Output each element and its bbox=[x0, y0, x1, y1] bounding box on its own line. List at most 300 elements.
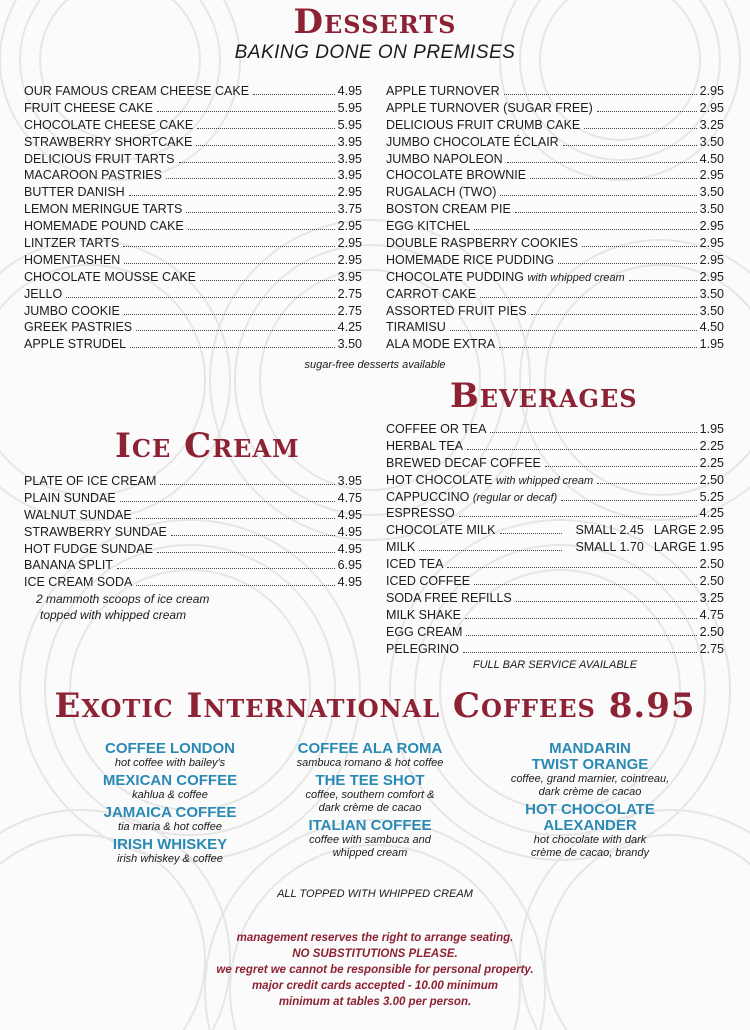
whipped-cream-note: ALL TOPPED WITH WHIPPED CREAM bbox=[277, 888, 473, 900]
dot-leader bbox=[531, 314, 697, 315]
item-name bbox=[24, 236, 119, 250]
item-name-text: GREEK PASTRIES bbox=[24, 320, 133, 335]
menu-item bbox=[386, 219, 724, 236]
item-price: 2.95 bbox=[699, 168, 724, 183]
item-price: 2.95 bbox=[337, 236, 362, 251]
item-name bbox=[386, 236, 578, 250]
item-name bbox=[24, 219, 184, 233]
item-name-text: JUMBO NAPOLEON bbox=[386, 151, 503, 166]
dot-leader bbox=[200, 280, 335, 281]
footer-line: we regret we cannot be responsible for personal property. bbox=[216, 964, 534, 976]
item-name bbox=[24, 253, 120, 267]
item-name bbox=[386, 473, 593, 487]
dot-leader bbox=[465, 618, 697, 619]
item-price: 2.25 bbox=[699, 455, 724, 470]
footer-line: minimum at tables 3.00 per person. bbox=[278, 996, 472, 1008]
dot-leader bbox=[515, 212, 697, 213]
item-name bbox=[24, 575, 132, 589]
dot-leader bbox=[597, 483, 696, 484]
menu-item bbox=[24, 118, 362, 135]
item-name bbox=[386, 439, 463, 453]
item-price: 2.95 bbox=[337, 219, 362, 234]
item-price: 4.75 bbox=[699, 607, 724, 622]
dot-leader bbox=[157, 111, 335, 112]
item-name-text: STRAWBERRY SHORTCAKE bbox=[24, 134, 193, 149]
coffee-name: ITALIAN COFFEE bbox=[308, 817, 432, 834]
menu-item bbox=[386, 304, 724, 321]
dot-leader bbox=[253, 94, 335, 95]
menu-item bbox=[24, 474, 362, 491]
item-name bbox=[24, 118, 193, 132]
item-name bbox=[386, 540, 415, 554]
footer-notice bbox=[100, 930, 650, 1010]
menu-item bbox=[386, 574, 724, 591]
menu-item bbox=[386, 135, 724, 152]
item-name bbox=[386, 118, 580, 132]
item-name-text: EGG KITCHEL bbox=[386, 219, 471, 234]
item-name bbox=[24, 185, 125, 199]
item-price: 3.50 bbox=[699, 202, 724, 217]
item-name bbox=[24, 101, 153, 115]
menu-item bbox=[386, 236, 724, 253]
item-name-text: ICED TEA bbox=[386, 557, 444, 572]
item-name-text: HERBAL TEA bbox=[386, 438, 464, 453]
item-price: 5.95 bbox=[337, 117, 362, 132]
menu-item bbox=[386, 557, 724, 574]
ice-cream-note-line1: 2 mammoth scoops of ice cream bbox=[36, 592, 210, 606]
item-price: LARGE 1.95 bbox=[653, 540, 724, 555]
item-name-text: COFFEE OR TEA bbox=[386, 422, 487, 436]
coffee-name: ALEXANDER bbox=[543, 817, 637, 834]
item-name bbox=[386, 253, 554, 267]
item-note: with whipped cream bbox=[527, 271, 625, 284]
item-name bbox=[386, 135, 559, 149]
dot-leader bbox=[123, 246, 335, 247]
item-name-text: EGG CREAM bbox=[386, 624, 463, 639]
dot-leader bbox=[166, 178, 335, 179]
item-name bbox=[386, 642, 459, 656]
menu-item bbox=[24, 202, 362, 219]
item-name bbox=[24, 84, 249, 98]
item-name bbox=[386, 168, 526, 182]
menu-item bbox=[24, 575, 362, 592]
item-name-text: HOT FUDGE SUNDAE bbox=[24, 541, 153, 556]
item-price: 2.25 bbox=[699, 438, 724, 453]
menu-item bbox=[24, 135, 362, 152]
dot-leader bbox=[197, 128, 334, 129]
coffee-item bbox=[270, 741, 470, 770]
dot-leader bbox=[129, 195, 335, 196]
item-name-text: BOSTON CREAM PIE bbox=[386, 202, 511, 217]
sugar-free-note: sugar-free desserts available bbox=[304, 359, 446, 371]
item-note: with whipped cream bbox=[495, 474, 594, 487]
menu-item bbox=[24, 337, 362, 354]
item-name bbox=[24, 474, 156, 488]
coffees-title bbox=[0, 686, 750, 726]
dot-leader bbox=[447, 567, 696, 568]
item-price: 2.75 bbox=[337, 303, 362, 318]
coffee-name: COFFEE LONDON bbox=[105, 740, 235, 757]
item-price: 2.95 bbox=[699, 219, 724, 234]
item-price: 2.75 bbox=[337, 286, 362, 301]
item-name-text: APPLE TURNOVER bbox=[386, 84, 500, 98]
item-size-price: SMALL 2.45 bbox=[575, 523, 644, 538]
item-price: 1.95 bbox=[699, 422, 724, 436]
ice-cream-list bbox=[24, 474, 362, 592]
desserts-subtitle: BAKING DONE ON PREMISES bbox=[234, 42, 516, 63]
item-name-text: SODA FREE REFILLS bbox=[386, 590, 512, 605]
menu-item bbox=[24, 253, 362, 270]
coffee-desc: sambuca romano & hot coffee bbox=[296, 757, 444, 769]
menu-item bbox=[24, 542, 362, 559]
dot-leader bbox=[66, 297, 334, 298]
item-name bbox=[386, 523, 496, 537]
item-name bbox=[24, 337, 126, 351]
dot-leader bbox=[136, 518, 335, 519]
item-name-text: CHOCOLATE CHEESE CAKE bbox=[24, 117, 194, 132]
menu-item bbox=[386, 84, 724, 101]
dot-leader bbox=[500, 195, 696, 196]
dot-leader bbox=[507, 162, 697, 163]
item-name-text: ESPRESSO bbox=[386, 506, 455, 521]
dot-leader bbox=[584, 128, 696, 129]
item-name-text: OUR FAMOUS CREAM CHEESE CAKE bbox=[24, 84, 250, 98]
item-price: 3.50 bbox=[699, 185, 724, 200]
coffee-desc: coffee, southern comfort & bbox=[305, 789, 435, 801]
item-name bbox=[386, 84, 500, 98]
item-name bbox=[386, 202, 511, 216]
coffee-name: COFFEE ALA ROMA bbox=[297, 740, 443, 757]
coffee-desc: dark crème de cacao bbox=[318, 802, 422, 814]
item-note: (regular or decaf) bbox=[472, 491, 558, 504]
desserts-right-list bbox=[386, 84, 724, 354]
dot-leader bbox=[504, 94, 697, 95]
item-name bbox=[24, 491, 116, 505]
menu-item bbox=[24, 525, 362, 542]
coffee-item bbox=[270, 773, 470, 815]
dot-leader bbox=[629, 280, 697, 281]
item-price: 2.95 bbox=[699, 84, 724, 98]
item-name-text: ICED COFFEE bbox=[386, 574, 471, 589]
item-name-text: MILK bbox=[386, 540, 416, 555]
menu-item bbox=[386, 642, 724, 659]
item-price: 3.75 bbox=[337, 202, 362, 217]
menu-item bbox=[24, 491, 362, 508]
item-name-text: FRUIT CHEESE CAKE bbox=[24, 100, 153, 115]
menu-item bbox=[386, 101, 724, 118]
item-name-text: CHOCOLATE PUDDING bbox=[386, 269, 524, 284]
item-name bbox=[386, 422, 486, 436]
item-price: 2.50 bbox=[699, 472, 724, 487]
dot-leader bbox=[467, 449, 697, 450]
item-name-text: WALNUT SUNDAE bbox=[24, 507, 132, 522]
item-price: 4.50 bbox=[699, 320, 724, 335]
item-name bbox=[386, 287, 476, 301]
item-price: 2.95 bbox=[699, 236, 724, 251]
coffee-item bbox=[270, 818, 470, 860]
item-name bbox=[386, 219, 470, 233]
dot-leader bbox=[500, 533, 563, 534]
menu-item bbox=[386, 168, 724, 185]
footer-line: NO SUBSTITUTIONS PLEASE. bbox=[292, 948, 458, 960]
menu-item bbox=[24, 508, 362, 525]
item-name bbox=[386, 591, 512, 605]
coffee-desc: kahlua & coffee bbox=[132, 789, 208, 801]
item-name bbox=[386, 101, 593, 115]
coffee-item bbox=[70, 837, 270, 866]
coffee-desc: hot coffee with bailey's bbox=[114, 757, 226, 769]
desserts-left-list bbox=[24, 84, 362, 354]
menu-item bbox=[24, 304, 362, 321]
item-name bbox=[386, 185, 496, 199]
item-name-text: PLAIN SUNDAE bbox=[24, 490, 116, 505]
item-name bbox=[386, 304, 527, 318]
coffee-desc: whipped cream bbox=[332, 847, 408, 859]
dot-leader bbox=[516, 601, 697, 602]
item-price: 2.95 bbox=[699, 252, 724, 267]
menu-item bbox=[386, 591, 724, 608]
item-price: 4.75 bbox=[337, 490, 362, 505]
dot-leader bbox=[188, 229, 335, 230]
item-price: 3.95 bbox=[337, 168, 362, 183]
menu-item bbox=[386, 506, 724, 523]
menu-item bbox=[24, 287, 362, 304]
item-name bbox=[386, 625, 462, 639]
full-bar-note: FULL BAR SERVICE AVAILABLE bbox=[472, 659, 638, 671]
item-name bbox=[386, 490, 557, 504]
item-name-text: CARROT CAKE bbox=[386, 286, 477, 301]
menu-item bbox=[386, 625, 724, 642]
desserts-title: Desserts bbox=[293, 2, 457, 42]
dot-leader bbox=[117, 568, 335, 569]
item-price: 4.95 bbox=[337, 507, 362, 522]
item-name bbox=[24, 168, 162, 182]
item-name-text: JELLO bbox=[24, 286, 63, 301]
coffees-column-3 bbox=[485, 741, 695, 863]
dot-leader bbox=[466, 635, 696, 636]
item-name-text: PLATE OF ICE CREAM bbox=[24, 474, 157, 488]
item-name bbox=[24, 152, 175, 166]
dot-leader bbox=[474, 584, 697, 585]
dot-leader bbox=[459, 516, 697, 517]
item-price: 2.50 bbox=[699, 624, 724, 639]
dot-leader bbox=[186, 212, 334, 213]
dot-leader bbox=[597, 111, 697, 112]
item-name-text: DELICIOUS FRUIT TARTS bbox=[24, 151, 175, 166]
item-price: 2.50 bbox=[699, 557, 724, 572]
item-price: 3.50 bbox=[699, 303, 724, 318]
menu-item bbox=[24, 558, 362, 575]
item-price: 3.25 bbox=[699, 590, 724, 605]
dot-leader bbox=[474, 229, 697, 230]
item-name-text: ALA MODE EXTRA bbox=[386, 337, 496, 352]
item-name-text: PELEGRINO bbox=[386, 641, 459, 656]
item-price: 5.25 bbox=[699, 489, 724, 504]
item-price: 4.25 bbox=[699, 506, 724, 521]
item-price: 2.95 bbox=[699, 100, 724, 115]
dot-leader bbox=[463, 652, 697, 653]
item-name-text: LINTZER TARTS bbox=[24, 236, 120, 251]
item-name bbox=[24, 525, 167, 539]
menu-item bbox=[386, 456, 724, 473]
item-price: 3.50 bbox=[699, 134, 724, 149]
item-price: 2.75 bbox=[699, 641, 724, 656]
item-name bbox=[386, 270, 625, 284]
item-name bbox=[24, 287, 62, 301]
item-name bbox=[386, 320, 446, 334]
menu-item bbox=[386, 287, 724, 304]
item-price: 4.25 bbox=[337, 320, 362, 335]
dot-leader bbox=[545, 466, 697, 467]
dot-leader bbox=[582, 246, 697, 247]
item-name-text: ICE CREAM SODA bbox=[24, 575, 133, 590]
menu-item bbox=[386, 540, 724, 557]
coffee-name: TWIST ORANGE bbox=[531, 756, 649, 773]
coffees-price: 8.95 bbox=[608, 686, 696, 726]
menu-item bbox=[386, 523, 724, 540]
dot-leader bbox=[490, 432, 696, 433]
menu-item bbox=[386, 185, 724, 202]
dot-leader bbox=[157, 552, 335, 553]
item-name-text: APPLE TURNOVER (SUGAR FREE) bbox=[386, 100, 593, 115]
item-size-price: SMALL 1.70 bbox=[575, 540, 644, 555]
menu-item bbox=[24, 219, 362, 236]
item-name-text: TIRAMISU bbox=[386, 320, 446, 335]
coffee-name: THE TEE SHOT bbox=[315, 772, 425, 789]
item-name-text: CHOCOLATE BROWNIE bbox=[386, 168, 527, 183]
item-price: 4.95 bbox=[337, 84, 362, 98]
beverages-title: Beverages bbox=[450, 376, 638, 416]
item-name bbox=[24, 270, 196, 284]
coffee-item bbox=[485, 802, 695, 860]
item-price: 3.95 bbox=[337, 151, 362, 166]
item-name-text: STRAWBERRY SUNDAE bbox=[24, 524, 167, 539]
item-price: 3.95 bbox=[337, 134, 362, 149]
item-price: 3.50 bbox=[699, 286, 724, 301]
menu-item bbox=[24, 168, 362, 185]
menu-item bbox=[24, 270, 362, 287]
dot-leader bbox=[136, 585, 334, 586]
menu-item bbox=[386, 270, 724, 287]
dot-leader bbox=[530, 178, 697, 179]
menu-item bbox=[24, 84, 362, 101]
dot-leader bbox=[563, 145, 697, 146]
item-name-text: CAPPUCCINO bbox=[386, 489, 470, 504]
coffee-name: JAMAICA COFFEE bbox=[103, 804, 237, 821]
beverages-list bbox=[386, 422, 724, 658]
ice-cream-note bbox=[36, 591, 236, 623]
item-name-text: MACAROON PASTRIES bbox=[24, 168, 162, 183]
coffee-desc: coffee with sambuca and bbox=[309, 834, 431, 846]
item-price: 3.25 bbox=[699, 117, 724, 132]
item-name-text: BREWED DECAF COFFEE bbox=[386, 455, 541, 470]
menu-item bbox=[24, 185, 362, 202]
item-name-text: RUGALACH (TWO) bbox=[386, 185, 497, 200]
menu-item bbox=[386, 152, 724, 169]
item-name bbox=[24, 558, 113, 572]
item-price: 6.95 bbox=[337, 558, 362, 573]
dot-leader bbox=[124, 263, 334, 264]
item-name-text: MILK SHAKE bbox=[386, 607, 462, 622]
coffee-name: IRISH WHISKEY bbox=[112, 836, 228, 853]
item-name-text: HOMENTASHEN bbox=[24, 252, 121, 267]
dot-leader bbox=[480, 297, 697, 298]
item-name-text: APPLE STRUDEL bbox=[24, 337, 127, 352]
item-name bbox=[24, 542, 153, 556]
item-price: 2.95 bbox=[699, 269, 724, 284]
dot-leader bbox=[419, 550, 562, 551]
menu-item bbox=[386, 337, 724, 354]
item-name bbox=[24, 304, 120, 318]
coffees-title-text: Exotic International Coffees bbox=[54, 686, 596, 726]
coffee-item bbox=[70, 741, 270, 770]
menu-item bbox=[386, 439, 724, 456]
item-name bbox=[386, 608, 461, 622]
dot-leader bbox=[136, 330, 335, 331]
menu-item bbox=[386, 202, 724, 219]
item-price: 2.50 bbox=[699, 574, 724, 589]
menu-item bbox=[24, 101, 362, 118]
item-price: 4.50 bbox=[699, 151, 724, 166]
menu-item bbox=[386, 490, 724, 507]
coffee-item bbox=[485, 741, 695, 799]
item-name bbox=[386, 337, 495, 351]
item-name-text: BUTTER DANISH bbox=[24, 185, 125, 200]
item-price: 3.95 bbox=[337, 269, 362, 284]
item-price: 3.50 bbox=[337, 337, 362, 352]
coffee-item bbox=[70, 773, 270, 802]
coffee-desc: tia maria & hot coffee bbox=[118, 821, 222, 833]
coffees-column-1 bbox=[70, 741, 270, 869]
item-name bbox=[24, 320, 132, 334]
item-name-text: BANANA SPLIT bbox=[24, 558, 113, 573]
dot-leader bbox=[120, 501, 335, 502]
item-name-text: ASSORTED FRUIT PIES bbox=[386, 303, 527, 318]
item-name bbox=[24, 135, 192, 149]
item-price: 4.95 bbox=[337, 541, 362, 556]
dot-leader bbox=[124, 314, 335, 315]
footer-line: major credit cards accepted - 10.00 minimum bbox=[251, 980, 499, 992]
coffee-name: MEXICAN COFFEE bbox=[102, 772, 238, 789]
dot-leader bbox=[196, 145, 334, 146]
item-name-text: LEMON MERINGUE TARTS bbox=[24, 202, 183, 217]
footer-line: management reserves the right to arrange seating. bbox=[236, 932, 514, 944]
dot-leader bbox=[558, 263, 697, 264]
coffee-name: MANDARIN bbox=[549, 740, 631, 757]
item-name-text: DELICIOUS FRUIT CRUMB CAKE bbox=[386, 117, 581, 132]
item-name-text: CHOCOLATE MILK bbox=[386, 523, 496, 538]
menu-item bbox=[24, 152, 362, 169]
ice-cream-title: Ice Cream bbox=[115, 426, 300, 466]
menu-item bbox=[386, 118, 724, 135]
item-price: 4.95 bbox=[337, 575, 362, 590]
dot-leader bbox=[160, 484, 334, 485]
menu-item bbox=[24, 236, 362, 253]
coffee-desc: coffee, grand marnier, cointreau, bbox=[510, 773, 670, 785]
item-price: 3.95 bbox=[337, 474, 362, 488]
dot-leader bbox=[179, 162, 335, 163]
dot-leader bbox=[561, 500, 696, 501]
dot-leader bbox=[499, 347, 697, 348]
menu-item bbox=[386, 253, 724, 270]
coffee-desc: irish whiskey & coffee bbox=[117, 853, 223, 865]
coffee-desc: hot chocolate with dark bbox=[533, 834, 647, 846]
item-name-text: JUMBO CHOCOLATE ÉCLAIR bbox=[386, 134, 559, 149]
coffee-desc: dark crème de cacao bbox=[538, 786, 642, 798]
item-price: 2.95 bbox=[337, 185, 362, 200]
item-name-text: HOT CHOCOLATE bbox=[386, 472, 493, 487]
item-price: 5.95 bbox=[337, 100, 362, 115]
